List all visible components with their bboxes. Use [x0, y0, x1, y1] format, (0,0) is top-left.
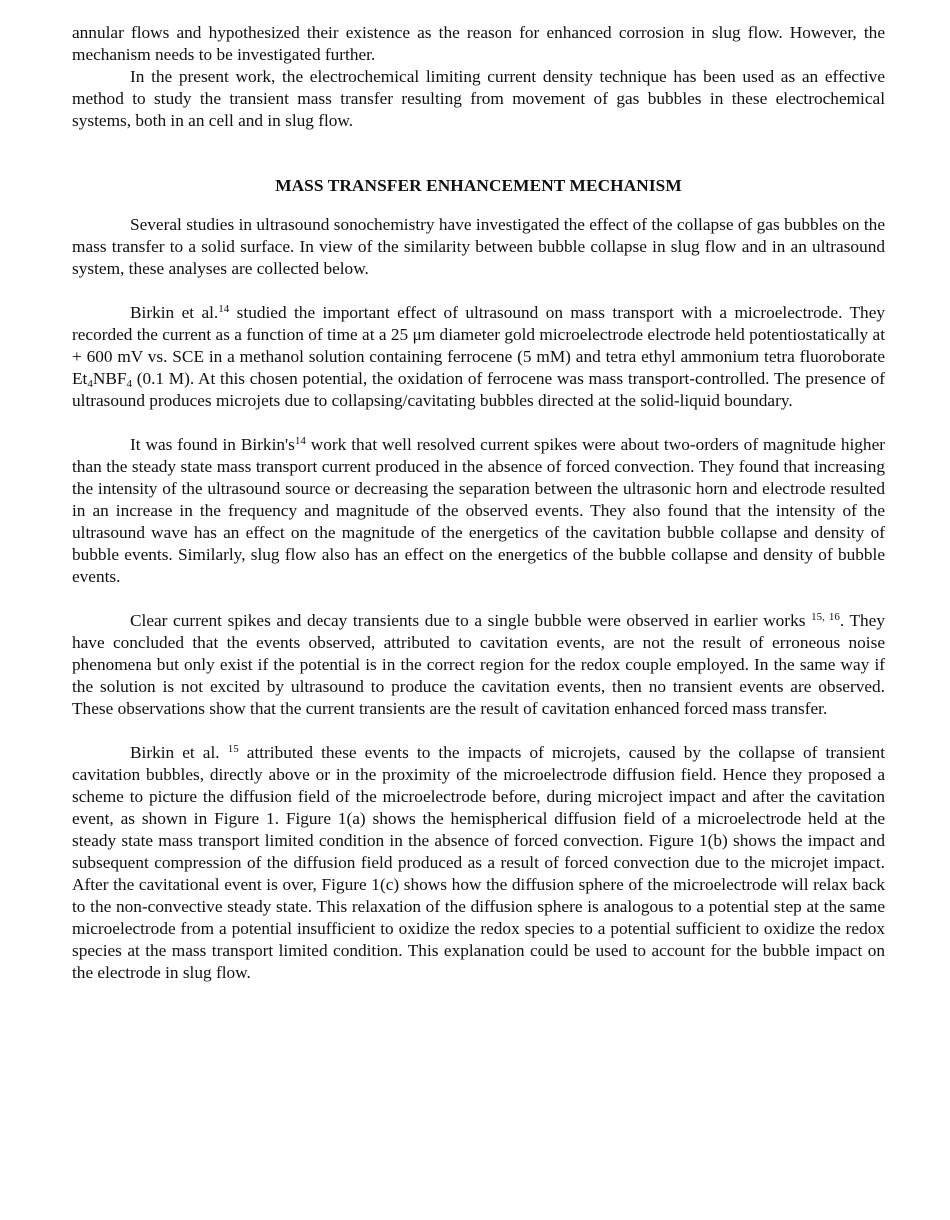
document-page: [72, 22, 885, 984]
intro-paragraph-1: annular flows and hypothesized their existence as the reason for enhanced corrosion in slug flow. However, the mechanism needs to be investigated further.: [72, 23, 885, 64]
text-run: It was found in Birkin's: [130, 435, 295, 454]
text-run: Birkin et al.: [130, 303, 219, 322]
subscript: 4: [126, 378, 132, 390]
intro-paragraph-2: In the present work, the electrochemical limiting current density technique has been used as an effective method to study the transient mass transfer resulting from movement of gas bubbles in these electrochemical systems, both in an cell and in slug flow.: [72, 67, 885, 130]
subscript: 4: [87, 378, 93, 390]
citation-ref: 14: [218, 303, 230, 315]
section-paragraph-5: [72, 742, 885, 984]
text-run: attributed these events to the impacts of microjets, caused by the collapse of transient cavitation bubbles, directly above or in the proximity of the microelectrode diffusion field. Hence they proposed a scheme to picture the diffusion field of the microelectrode before, during microject impact and after the cavitation event, as shown in Figure 1. Figure 1(a) shows the hemispherical diffusion field of a microelectrode held at the steady state mass transport limited condition in the absence of forced convection. Figure 1(b) shows the impact and subsequent compression of the diffusion field produced as a result of forced convection due to the microjet impact. After the cavitational event is over, Figure 1(c) shows how the diffusion sphere of the microelectrode will relax back to the non-convective steady state. This relaxation of the diffusion sphere is analogous to a potential step at the same microelectrode from a potential insufficient to oxidize the redox species to a potential sufficient to oxidize the redox species at the mass transport limited condition. This explanation could be used to account for the bubble impact on the electrode in slug flow.: [72, 743, 886, 982]
section-paragraph-4: [72, 610, 885, 720]
text-run: studied the important effect of ultrasound on mass transport with a microelectrode. They recorded the current as a function of time at a 25 μm diameter gold microelectrode electrode held potentiostatically at + 600 mV vs. SCE in a methanol solution containing ferrocene (5 mM) and tetra ethyl ammonium tetra fluoroborate Et: [72, 303, 886, 388]
text-run: NBF: [92, 369, 127, 388]
section-paragraph-3: [72, 434, 885, 588]
section-paragraph-2: [72, 302, 885, 412]
citation-ref: 15, 16: [811, 611, 840, 623]
text-run: Clear current spikes and decay transients due to a single bubble were observed in earlier works: [130, 611, 812, 630]
section-heading: MASS TRANSFER ENHANCEMENT MECHANISM: [275, 176, 682, 195]
section-paragraph-1: Several studies in ultrasound sonochemistry have investigated the effect of the collapse of gas bubbles on the mass transfer to a solid surface. In view of the similarity between bubble collapse in slug flow and in an ultrasound system, these analyses are collected below.: [72, 215, 885, 278]
text-run: . They have concluded that the events observed, attributed to cavitation events, are not the result of erroneous noise phenomena but only exist if the potential is in the correct region for the redox couple employed. In the same way if the solution is not excited by ultrasound to produce the cavitation events, then no transient events are observed. These observations show that the current transients are the result of cavitation enhanced forced mass transfer.: [72, 611, 885, 718]
citation-ref: 15: [227, 743, 239, 755]
text-run: Birkin et al.: [130, 743, 228, 762]
text-run: (0.1 M). At this chosen potential, the oxidation of ferrocene was mass transport-controlled. The presence of ultrasound produces microjets due to collapsing/cavitating bubbles directed at the solid-liquid boundary.: [72, 369, 885, 410]
text-run: work that well resolved current spikes were about two-orders of magnitude higher than the steady state mass transport current produced in the absence of forced convection. They found that increasing the intensity of the ultrasound source or decreasing the separation between the ultrasonic horn and electrode resulted in an increase in the frequency and magnitude of the observed events. They also found that the intensity of the ultrasound wave has an effect on the magnitude of the energetics of the cavitation bubble collapse and density of bubble events. Similarly, slug flow also has an effect on the energetics of the bubble collapse and density of bubble events.: [72, 435, 886, 586]
citation-ref: 14: [294, 435, 306, 447]
